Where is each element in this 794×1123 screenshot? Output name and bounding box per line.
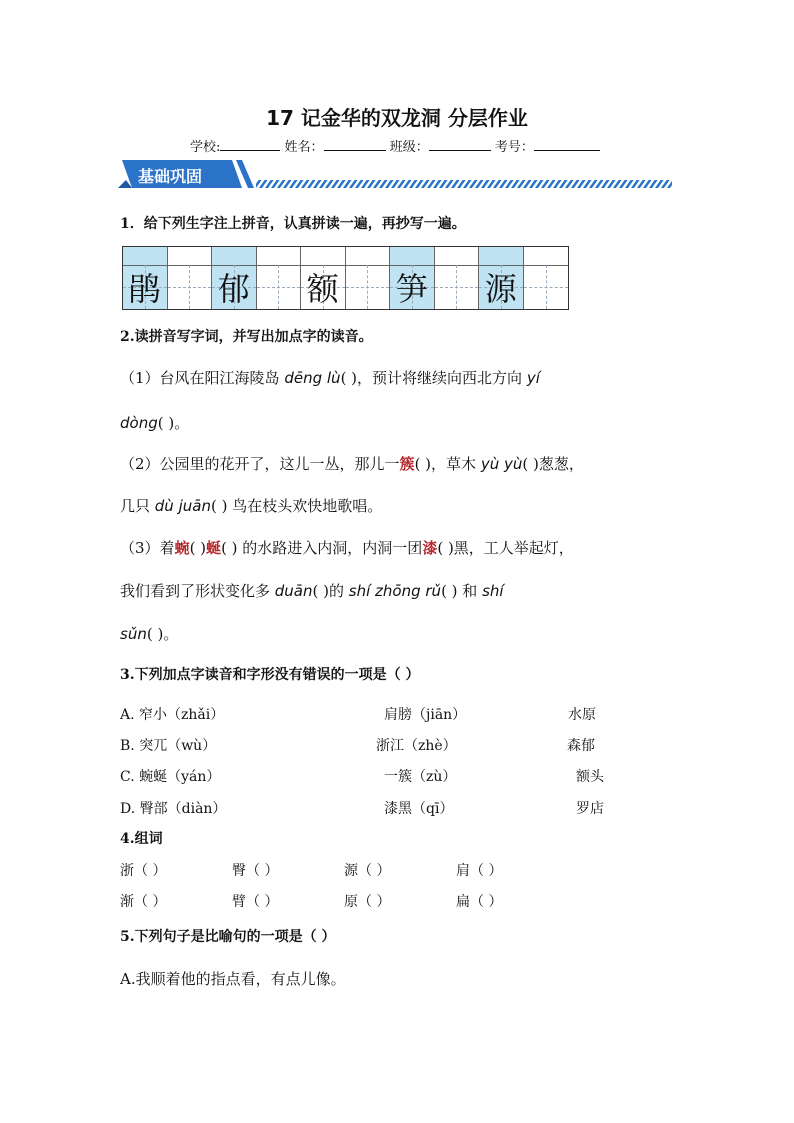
pinyin: yí (526, 369, 540, 387)
q3-option-a-word2: 肩膀（jiān） (384, 707, 467, 723)
grid-char: 鹃 (128, 270, 161, 308)
grid-cell-char (390, 247, 435, 309)
grid-cell-blank[interactable] (435, 247, 480, 309)
q3-option-c-word2: 一簇（zù） (384, 769, 457, 785)
q3-option-c[interactable]: C. 蜿蜒（yán） (120, 769, 221, 785)
q4-item[interactable]: 臀（ ） (232, 863, 279, 879)
q5-title: 5.下列句子是比喻句的一项是（ ） (120, 929, 336, 945)
q3-option-a[interactable]: A. 窄小（zhǎi） (120, 707, 225, 723)
blank-text: ( )，预计将继续向西北方向 (340, 369, 527, 387)
grid-cell-blank[interactable] (257, 247, 302, 309)
q1-title: 1．给下列生字注上拼音，认真拼读一遍，再抄写一遍。 (120, 216, 466, 232)
grid-char: 源 (484, 270, 517, 308)
q2-line-6 (120, 580, 504, 601)
pinyin: sǔn (120, 625, 147, 643)
text: （3）着 (120, 539, 175, 557)
q2-line-3 (120, 453, 584, 474)
q4-item[interactable]: 肩（ ） (456, 863, 503, 879)
q4-item[interactable]: 渐（ ） (120, 894, 167, 910)
q4-item[interactable]: 浙（ ） (120, 863, 167, 879)
grid-char: 额 (306, 270, 339, 308)
q4-title: 4.组词 (120, 831, 163, 847)
blank-text: ( ) 和 (441, 582, 483, 600)
q4-item[interactable]: 源（ ） (344, 863, 391, 879)
pinyin: dēng lù (284, 369, 341, 387)
class-label: 班级： (389, 140, 429, 155)
q4-item[interactable]: 扁（ ） (456, 894, 503, 910)
text: 我们看到了形状变化多 (120, 582, 275, 600)
q3-option-d-word2: 漆黑（qī） (384, 801, 454, 817)
grid-cell-char (301, 247, 346, 309)
q4-item[interactable]: 原（ ） (344, 894, 391, 910)
section-label: 基础巩固 (138, 167, 203, 186)
blank-text: ( ) (189, 539, 207, 557)
blank-text: ( )葱葱， (522, 455, 584, 473)
q3-option-a-word3: 水原 (568, 707, 596, 723)
grid-cell-blank[interactable] (168, 247, 213, 309)
dotted-char: 蜒 (206, 539, 222, 557)
blank-text: ( )，草木 (414, 455, 481, 473)
name-label: 姓名： (284, 140, 324, 155)
grid-cell-char (479, 247, 524, 309)
page-title: 17 记金华的双龙洞 分层作业 (266, 106, 528, 130)
text: 几只 (120, 497, 155, 515)
pinyin: yù yù (480, 455, 523, 473)
student-info (190, 136, 600, 155)
q2-line-2 (120, 412, 189, 433)
q3-option-d[interactable]: D. 臀部（diàn） (120, 801, 227, 817)
grid-cell-blank[interactable] (346, 247, 391, 309)
class-blank[interactable] (429, 138, 491, 151)
exam-no-blank[interactable] (534, 138, 600, 151)
dotted-char: 簇 (399, 455, 415, 473)
blank-text: ( ) 的水路进入内洞，内洞一团 (221, 539, 423, 557)
q2-line-1 (120, 367, 540, 388)
name-blank[interactable] (324, 138, 386, 151)
pinyin: shí zhōng rǔ (348, 582, 442, 600)
q5-option-a[interactable]: A.我顺着他的指点看，有点儿像。 (120, 970, 346, 988)
character-grid (122, 246, 569, 310)
grid-cell-char (212, 247, 257, 309)
q3-title: 3.下列加点字读音和字形没有错误的一项是（ ） (120, 667, 420, 683)
q4-item[interactable]: 臂（ ） (232, 894, 279, 910)
dotted-char: 蜿 (174, 539, 190, 557)
q2-line-5 (120, 537, 574, 558)
blank-text: ( )。 (146, 625, 179, 643)
blank-text: ( )黑，工人举起灯， (437, 539, 574, 557)
q3-option-b-word3: 森郁 (567, 738, 595, 754)
text: （1）台风在阳江海陵岛 (120, 369, 285, 387)
blank-text: ( )。 (157, 414, 190, 432)
q2-line-7 (120, 623, 178, 644)
pinyin: duān (274, 582, 313, 600)
pinyin: dòng (120, 414, 158, 432)
q2-line-4 (120, 495, 382, 516)
text: （2）公园里的花开了，这儿一丛，那儿一 (120, 455, 400, 473)
dotted-char: 漆 (422, 539, 438, 557)
school-blank[interactable] (220, 138, 280, 151)
q3-option-b[interactable]: B. 突兀（wù） (120, 738, 217, 754)
q3-option-b-word2: 浙江（zhè） (376, 738, 457, 754)
grid-char: 笋 (395, 270, 428, 308)
blank-text: ( ) 鸟在枝头欢快地歌唱。 (210, 497, 383, 515)
blank-text: ( )的 (312, 582, 349, 600)
school-label: 学校: (190, 140, 221, 155)
q3-option-c-word3: 额头 (576, 769, 604, 785)
grid-char: 郁 (217, 270, 250, 308)
q2-title: 2.读拼音写字词，并写出加点字的读音。 (120, 329, 373, 345)
pinyin: shí (482, 582, 504, 600)
q3-option-d-word3: 罗店 (576, 801, 604, 817)
exam-no-label: 考号： (494, 140, 534, 155)
grid-cell-blank[interactable] (524, 247, 569, 309)
grid-cell-char (123, 247, 168, 309)
section-banner (118, 158, 678, 192)
pinyin: dù juān (154, 497, 211, 515)
